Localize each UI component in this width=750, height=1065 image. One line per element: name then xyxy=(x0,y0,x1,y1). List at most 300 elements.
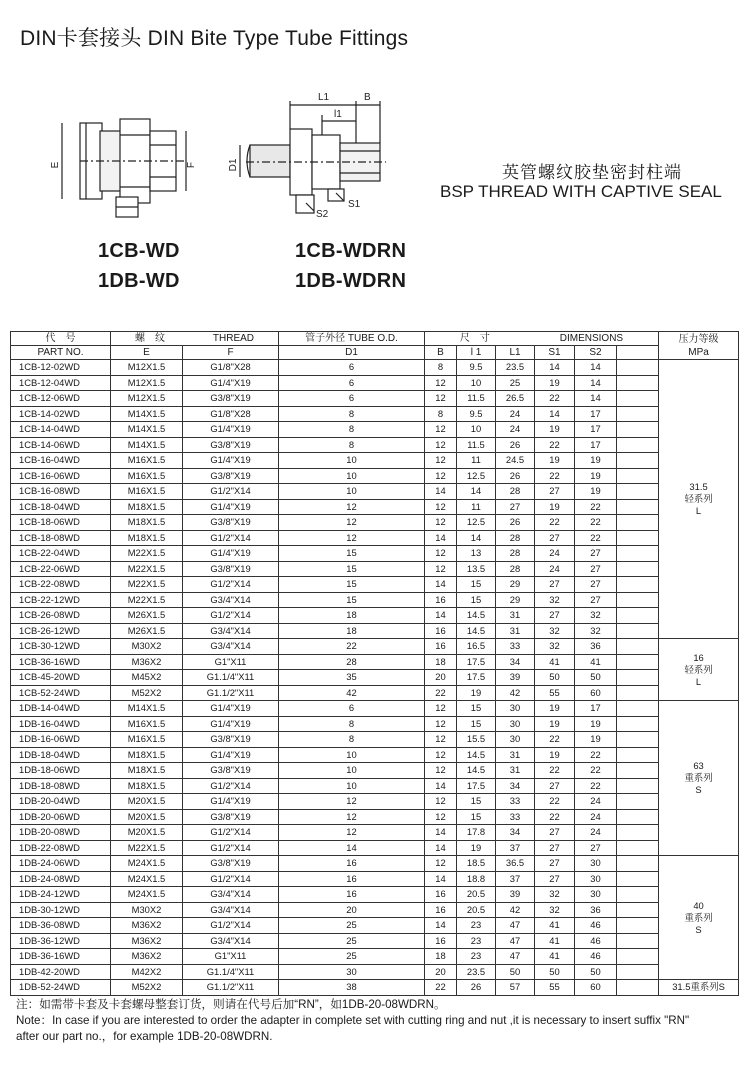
cell-dim-s1: 22 xyxy=(535,391,575,407)
label-L1: L1 xyxy=(318,92,330,103)
cell-blank xyxy=(617,437,659,453)
cell-tube-od: 15 xyxy=(279,577,425,593)
cell-dim-s2: 32 xyxy=(575,608,617,624)
header-dimensions xyxy=(425,332,659,346)
cell-tube-od: 10 xyxy=(279,484,425,500)
cell-dim-l1-small: 19 xyxy=(457,840,496,856)
cell-dim-s1: 22 xyxy=(535,468,575,484)
cell-tube-od: 42 xyxy=(279,685,425,701)
cell-thread-f: G1/4"X19 xyxy=(183,375,279,391)
cell-dim-s1: 19 xyxy=(535,499,575,515)
cell-blank xyxy=(617,980,659,996)
cell-dim-s1: 55 xyxy=(535,980,575,996)
cell-part-no: 1CB-22-06WD xyxy=(11,561,111,577)
cell-blank xyxy=(617,391,659,407)
cell-thread-e: M12X1.5 xyxy=(111,360,183,376)
cell-dim-s1: 32 xyxy=(535,887,575,903)
pressure-group xyxy=(659,856,739,980)
cell-blank xyxy=(617,933,659,949)
pressure-letter: L xyxy=(695,675,702,687)
cell-tube-od: 8 xyxy=(279,716,425,732)
cell-dim-s1: 32 xyxy=(535,902,575,918)
cell-part-no: 1CB-16-08WD xyxy=(11,484,111,500)
cell-dim-s2: 14 xyxy=(575,375,617,391)
cell-dim-L1: 29 xyxy=(496,592,535,608)
table-row xyxy=(11,499,739,515)
cell-dim-s2: 30 xyxy=(575,887,617,903)
cell-thread-f: G3/8"X19 xyxy=(183,515,279,531)
table-row xyxy=(11,794,739,810)
table-row xyxy=(11,670,739,686)
cell-thread-f: G1.1/4"X11 xyxy=(183,964,279,980)
cell-tube-od: 12 xyxy=(279,794,425,810)
cell-dim-b: 12 xyxy=(425,375,457,391)
cell-thread-e: M42X2 xyxy=(111,964,183,980)
cell-dim-s2: 36 xyxy=(575,639,617,655)
cell-dim-b: 12 xyxy=(425,763,457,779)
cell-blank xyxy=(617,515,659,531)
cell-tube-od: 10 xyxy=(279,747,425,763)
cell-blank xyxy=(617,670,659,686)
cell-dim-s1: 19 xyxy=(535,422,575,438)
cell-part-no: 1CB-26-08WD xyxy=(11,608,111,624)
cell-thread-f: G1/4"X19 xyxy=(183,453,279,469)
cell-dim-L1: 27 xyxy=(496,499,535,515)
notes xyxy=(16,997,736,1045)
cell-dim-l1-small: 15.5 xyxy=(457,732,496,748)
header-l1: l 1 xyxy=(457,346,496,360)
cell-dim-L1: 31 xyxy=(496,608,535,624)
header-F: F xyxy=(183,346,279,360)
page-title: DIN卡套接头 DIN Bite Type Tube Fittings xyxy=(20,27,409,50)
cell-dim-s1: 19 xyxy=(535,716,575,732)
cell-dim-s2: 27 xyxy=(575,561,617,577)
cell-dim-L1: 24.5 xyxy=(496,453,535,469)
cell-dim-s2: 27 xyxy=(575,840,617,856)
cell-dim-l1-small: 18.5 xyxy=(457,856,496,872)
cell-dim-L1: 37 xyxy=(496,871,535,887)
cell-dim-s1: 19 xyxy=(535,453,575,469)
cell-dim-s1: 27 xyxy=(535,577,575,593)
cell-dim-b: 16 xyxy=(425,623,457,639)
cell-dim-l1-small: 13 xyxy=(457,546,496,562)
label-D1: D1 xyxy=(228,158,239,172)
cell-dim-L1: 37 xyxy=(496,840,535,856)
cell-tube-od: 15 xyxy=(279,592,425,608)
cell-thread-f: G3/8"X19 xyxy=(183,391,279,407)
cell-thread-e: M22X1.5 xyxy=(111,840,183,856)
cell-dim-L1: 57 xyxy=(496,980,535,996)
cell-dim-s1: 22 xyxy=(535,794,575,810)
pressure-value: 63 xyxy=(693,760,704,771)
cell-dim-s2: 27 xyxy=(575,546,617,562)
pressure-value: 31.5重系列S xyxy=(672,981,725,993)
cell-dim-b: 12 xyxy=(425,546,457,562)
table-row xyxy=(11,964,739,980)
cell-thread-f: G1/8"X28 xyxy=(183,406,279,422)
cell-blank xyxy=(617,747,659,763)
cell-thread-e: M45X2 xyxy=(111,670,183,686)
cell-tube-od: 8 xyxy=(279,437,425,453)
cell-dim-s1: 14 xyxy=(535,406,575,422)
cell-dim-s2: 50 xyxy=(575,964,617,980)
table-row xyxy=(11,546,739,562)
cell-blank xyxy=(617,763,659,779)
cell-thread-e: M36X2 xyxy=(111,933,183,949)
table-row xyxy=(11,933,739,949)
cell-thread-f: G1"X11 xyxy=(183,654,279,670)
table-row xyxy=(11,840,739,856)
cell-blank xyxy=(617,499,659,515)
cell-dim-s2: 22 xyxy=(575,530,617,546)
cell-thread-f: G1/4"X19 xyxy=(183,794,279,810)
cell-thread-e: M16X1.5 xyxy=(111,716,183,732)
cell-dim-s1: 27 xyxy=(535,871,575,887)
table-row xyxy=(11,809,739,825)
cell-dim-b: 12 xyxy=(425,561,457,577)
cell-dim-s2: 17 xyxy=(575,406,617,422)
cell-dim-l1-small: 14 xyxy=(457,484,496,500)
cell-dim-L1: 26 xyxy=(496,437,535,453)
cell-dim-l1-small: 23 xyxy=(457,949,496,965)
cell-dim-L1: 30 xyxy=(496,732,535,748)
cell-blank xyxy=(617,716,659,732)
cell-dim-L1: 24 xyxy=(496,406,535,422)
cell-dim-s1: 27 xyxy=(535,484,575,500)
cell-dim-l1-small: 10 xyxy=(457,375,496,391)
table-row xyxy=(11,391,739,407)
cell-dim-L1: 31 xyxy=(496,623,535,639)
left-fitting-drawing xyxy=(50,119,197,217)
table-row xyxy=(11,732,739,748)
cell-thread-e: M12X1.5 xyxy=(111,375,183,391)
cell-dim-L1: 42 xyxy=(496,685,535,701)
pressure-letter: S xyxy=(695,784,702,795)
cell-part-no: 1CB-22-04WD xyxy=(11,546,111,562)
cell-thread-f: G3/8"X19 xyxy=(183,468,279,484)
cell-thread-f: G1/2"X14 xyxy=(183,918,279,934)
header-thread-en: THREAD xyxy=(212,333,255,344)
cell-dim-s1: 22 xyxy=(535,809,575,825)
table-row xyxy=(11,530,739,546)
cell-dim-b: 14 xyxy=(425,840,457,856)
header-thread xyxy=(111,332,279,346)
cell-tube-od: 12 xyxy=(279,530,425,546)
cell-tube-od: 8 xyxy=(279,406,425,422)
cell-dim-l1-small: 14.5 xyxy=(457,763,496,779)
cell-blank xyxy=(617,685,659,701)
cell-dim-s1: 27 xyxy=(535,608,575,624)
cell-thread-e: M52X2 xyxy=(111,685,183,701)
cell-dim-b: 22 xyxy=(425,685,457,701)
cell-thread-f: G1/2"X14 xyxy=(183,871,279,887)
table-header-row-2 xyxy=(11,346,739,360)
cell-blank xyxy=(617,840,659,856)
cell-dim-s1: 32 xyxy=(535,639,575,655)
model-1db-wdrn: 1DB-WDRN xyxy=(295,270,407,292)
cell-tube-od: 22 xyxy=(279,639,425,655)
cell-dim-L1: 30 xyxy=(496,716,535,732)
cell-thread-e: M22X1.5 xyxy=(111,577,183,593)
cell-dim-l1-small: 9.5 xyxy=(457,406,496,422)
cell-dim-L1: 31 xyxy=(496,747,535,763)
cell-dim-s2: 46 xyxy=(575,933,617,949)
cell-dim-L1: 31 xyxy=(496,763,535,779)
cell-thread-f: G3/4"X14 xyxy=(183,902,279,918)
cell-thread-f: G3/8"X19 xyxy=(183,437,279,453)
cell-dim-b: 12 xyxy=(425,809,457,825)
cell-part-no: 1CB-52-24WD xyxy=(11,685,111,701)
cell-thread-f: G1/2"X14 xyxy=(183,530,279,546)
header-pressure xyxy=(659,332,739,360)
cell-tube-od: 8 xyxy=(279,732,425,748)
pressure-cn: 重系列 xyxy=(684,911,713,923)
cell-part-no: 1CB-22-08WD xyxy=(11,577,111,593)
cell-dim-s2: 27 xyxy=(575,577,617,593)
cell-dim-s2: 50 xyxy=(575,670,617,686)
table-row xyxy=(11,825,739,841)
pressure-letter: L xyxy=(695,505,702,516)
cell-dim-s2: 19 xyxy=(575,468,617,484)
cell-dim-s1: 22 xyxy=(535,763,575,779)
cell-dim-b: 8 xyxy=(425,406,457,422)
cell-thread-f: G3/8"X19 xyxy=(183,763,279,779)
cell-dim-s2: 60 xyxy=(575,685,617,701)
table-row xyxy=(11,856,739,872)
table-row xyxy=(11,592,739,608)
cell-thread-f: G3/4"X14 xyxy=(183,887,279,903)
cell-dim-l1-small: 9.5 xyxy=(457,360,496,376)
cell-part-no: 1DB-14-04WD xyxy=(11,701,111,717)
cell-blank xyxy=(617,577,659,593)
cell-thread-f: G3/8"X19 xyxy=(183,561,279,577)
cell-thread-e: M18X1.5 xyxy=(111,499,183,515)
table-header-row-1 xyxy=(11,332,739,346)
cell-thread-e: M18X1.5 xyxy=(111,763,183,779)
cell-thread-f: G3/8"X19 xyxy=(183,809,279,825)
cell-dim-s2: 19 xyxy=(575,732,617,748)
cell-dim-L1: 24 xyxy=(496,422,535,438)
cell-dim-s2: 22 xyxy=(575,499,617,515)
cell-part-no: 1CB-16-04WD xyxy=(11,453,111,469)
cell-blank xyxy=(617,794,659,810)
cell-tube-od: 25 xyxy=(279,949,425,965)
cell-thread-f: G1.1/4"X11 xyxy=(183,670,279,686)
cell-thread-e: M18X1.5 xyxy=(111,778,183,794)
cell-blank xyxy=(617,964,659,980)
cell-dim-l1-small: 16.5 xyxy=(457,639,496,655)
cell-dim-s2: 24 xyxy=(575,809,617,825)
cell-thread-e: M12X1.5 xyxy=(111,391,183,407)
cell-thread-e: M14X1.5 xyxy=(111,406,183,422)
model-1cb-wd: 1CB-WD xyxy=(98,240,180,262)
cell-dim-l1-small: 17.5 xyxy=(457,778,496,794)
header-D1: D1 xyxy=(279,346,425,360)
cell-thread-e: M18X1.5 xyxy=(111,747,183,763)
cell-thread-e: M26X1.5 xyxy=(111,608,183,624)
cell-blank xyxy=(617,902,659,918)
cell-part-no: 1CB-12-06WD xyxy=(11,391,111,407)
cell-blank xyxy=(617,453,659,469)
cell-dim-s2: 24 xyxy=(575,825,617,841)
cell-dim-L1: 28 xyxy=(496,561,535,577)
label-E: E xyxy=(50,161,61,169)
cell-dim-b: 14 xyxy=(425,778,457,794)
cell-part-no: 1CB-14-02WD xyxy=(11,406,111,422)
cell-dim-s1: 41 xyxy=(535,918,575,934)
cell-blank xyxy=(617,918,659,934)
table-row xyxy=(11,561,739,577)
cell-tube-od: 8 xyxy=(279,422,425,438)
cell-thread-f: G3/4"X14 xyxy=(183,592,279,608)
cell-thread-e: M24X1.5 xyxy=(111,856,183,872)
cell-dim-l1-small: 18.8 xyxy=(457,871,496,887)
cell-dim-L1: 33 xyxy=(496,809,535,825)
cell-dim-L1: 47 xyxy=(496,933,535,949)
cell-dim-s2: 17 xyxy=(575,701,617,717)
header-thread-cn: 螺 纹 xyxy=(134,333,165,344)
cell-dim-s1: 22 xyxy=(535,732,575,748)
cell-blank xyxy=(617,654,659,670)
cell-dim-L1: 33 xyxy=(496,639,535,655)
cell-dim-b: 12 xyxy=(425,747,457,763)
cell-thread-f: G1.1/2"X11 xyxy=(183,980,279,996)
cell-dim-L1: 34 xyxy=(496,825,535,841)
cell-dim-s1: 50 xyxy=(535,670,575,686)
cell-part-no: 1DB-16-06WD xyxy=(11,732,111,748)
table-row xyxy=(11,716,739,732)
cell-part-no: 1DB-24-12WD xyxy=(11,887,111,903)
cell-dim-b: 16 xyxy=(425,902,457,918)
cell-dim-L1: 28 xyxy=(496,484,535,500)
table-row xyxy=(11,918,739,934)
cell-part-no: 1DB-30-12WD xyxy=(11,902,111,918)
cell-dim-b: 18 xyxy=(425,654,457,670)
cell-dim-l1-small: 14.5 xyxy=(457,747,496,763)
cell-thread-f: G1"X11 xyxy=(183,949,279,965)
cell-part-no: 1DB-24-06WD xyxy=(11,856,111,872)
table-row xyxy=(11,468,739,484)
cell-dim-b: 20 xyxy=(425,964,457,980)
cell-dim-s2: 30 xyxy=(575,871,617,887)
pressure-value: 16 xyxy=(693,651,704,663)
cell-dim-s1: 19 xyxy=(535,701,575,717)
cell-blank xyxy=(617,701,659,717)
cell-dim-s2: 19 xyxy=(575,716,617,732)
cell-dim-l1-small: 15 xyxy=(457,577,496,593)
cell-blank xyxy=(617,360,659,376)
cell-dim-s2: 46 xyxy=(575,918,617,934)
cell-dim-L1: 28 xyxy=(496,530,535,546)
cell-thread-e: M36X2 xyxy=(111,654,183,670)
cell-thread-e: M16X1.5 xyxy=(111,453,183,469)
cell-dim-s1: 19 xyxy=(535,747,575,763)
cell-dim-L1: 29 xyxy=(496,577,535,593)
cell-dim-l1-small: 19 xyxy=(457,685,496,701)
cell-blank xyxy=(617,732,659,748)
cell-tube-od: 6 xyxy=(279,360,425,376)
model-1db-wd: 1DB-WD xyxy=(98,270,180,292)
cell-dim-s2: 22 xyxy=(575,747,617,763)
cell-dim-s2: 19 xyxy=(575,484,617,500)
cell-dim-s2: 32 xyxy=(575,623,617,639)
cell-blank xyxy=(617,825,659,841)
cell-dim-s1: 22 xyxy=(535,515,575,531)
cell-dim-L1: 25 xyxy=(496,375,535,391)
cell-dim-b: 16 xyxy=(425,592,457,608)
cell-dim-l1-small: 10 xyxy=(457,422,496,438)
cell-dim-b: 12 xyxy=(425,856,457,872)
note-chinese: 注：如需带卡套及卡套螺母整套订货，则请在代号后加“RN”，如1DB-20-08WDRN。 xyxy=(16,998,446,1011)
cell-tube-od: 12 xyxy=(279,515,425,531)
cell-dim-l1-small: 17.5 xyxy=(457,654,496,670)
cell-thread-f: G3/8"X19 xyxy=(183,856,279,872)
note-english-2: after our part no.，for example 1DB-20-08WDRN. xyxy=(16,1030,273,1043)
cell-thread-e: M22X1.5 xyxy=(111,546,183,562)
cell-thread-e: M16X1.5 xyxy=(111,732,183,748)
cell-tube-od: 10 xyxy=(279,468,425,484)
cell-thread-f: G1/2"X14 xyxy=(183,484,279,500)
label-S2: S2 xyxy=(316,209,329,220)
cell-tube-od: 16 xyxy=(279,887,425,903)
cell-dim-b: 14 xyxy=(425,918,457,934)
cell-dim-l1-small: 26 xyxy=(457,980,496,996)
cell-blank xyxy=(617,422,659,438)
cell-dim-b: 14 xyxy=(425,825,457,841)
table-row xyxy=(11,887,739,903)
cell-dim-b: 20 xyxy=(425,670,457,686)
cell-thread-f: G1/4"X19 xyxy=(183,546,279,562)
header-E: E xyxy=(111,346,183,360)
cell-dim-s2: 17 xyxy=(575,437,617,453)
cell-dim-L1: 33 xyxy=(496,794,535,810)
cell-dim-L1: 42 xyxy=(496,902,535,918)
cell-part-no: 1CB-18-06WD xyxy=(11,515,111,531)
pressure-group xyxy=(659,701,739,856)
cell-tube-od: 12 xyxy=(279,825,425,841)
cell-dim-s2: 19 xyxy=(575,453,617,469)
cell-part-no: 1CB-14-06WD xyxy=(11,437,111,453)
cell-dim-b: 16 xyxy=(425,639,457,655)
cell-blank xyxy=(617,608,659,624)
cell-dim-b: 22 xyxy=(425,980,457,996)
cell-dim-L1: 47 xyxy=(496,949,535,965)
cell-dim-s1: 41 xyxy=(535,949,575,965)
cell-tube-od: 6 xyxy=(279,701,425,717)
table-row xyxy=(11,577,739,593)
header-B: B xyxy=(425,346,457,360)
cell-tube-od: 20 xyxy=(279,902,425,918)
cell-thread-e: M36X2 xyxy=(111,949,183,965)
cell-dim-s1: 27 xyxy=(535,856,575,872)
cell-dim-l1-small: 14.5 xyxy=(457,608,496,624)
cell-thread-e: M14X1.5 xyxy=(111,437,183,453)
cell-dim-s1: 32 xyxy=(535,623,575,639)
cell-dim-L1: 26 xyxy=(496,515,535,531)
cell-thread-f: G1/2"X14 xyxy=(183,840,279,856)
cell-thread-e: M22X1.5 xyxy=(111,592,183,608)
cell-dim-l1-small: 20.5 xyxy=(457,887,496,903)
table-row xyxy=(11,639,739,655)
cell-dim-b: 12 xyxy=(425,391,457,407)
cell-part-no: 1CB-26-12WD xyxy=(11,623,111,639)
cell-part-no: 1DB-18-06WD xyxy=(11,763,111,779)
cell-part-no: 1CB-14-04WD xyxy=(11,422,111,438)
cell-part-no: 1DB-16-04WD xyxy=(11,716,111,732)
pressure-cn: 重系列 xyxy=(684,772,713,783)
cell-dim-b: 14 xyxy=(425,577,457,593)
cell-dim-b: 14 xyxy=(425,530,457,546)
